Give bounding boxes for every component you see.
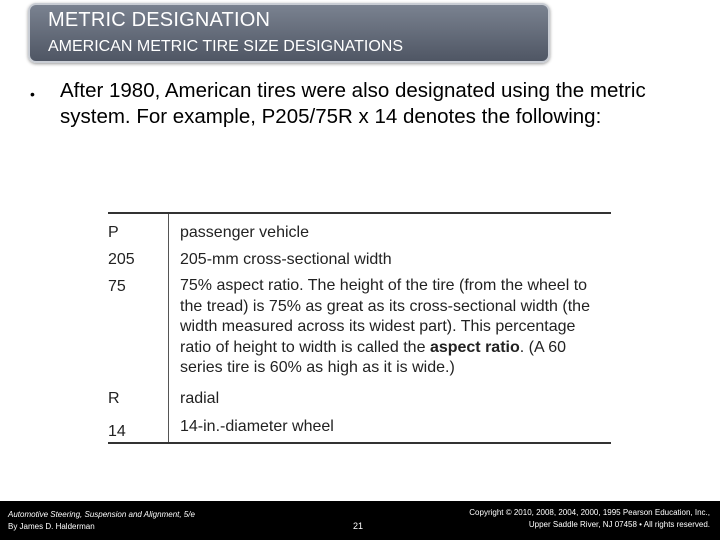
table-code-p: P — [108, 224, 119, 241]
table-desc-14: 14-in.-diameter wheel — [180, 418, 334, 435]
footer-page-number: 21 — [353, 521, 364, 531]
table-code-205: 205 — [108, 251, 135, 268]
table-desc-75-text: 75% aspect ratio. The height of the tire (from the wheel to the tread) is 75% as great as its cross-sectional width (the width measured across its widest part). This percentage ratio of height to width is called the — [180, 277, 590, 356]
footer-author: By James D. Halderman — [8, 522, 95, 531]
table-desc-75-bold: aspect ratio — [429, 338, 520, 356]
table-desc-75-tail: . (A 60 series tire is 60% as high as it is wide.) — [180, 338, 566, 376]
footer-copyright-line2: Upper Saddle River, NJ 07458 • All rights reserved. — [528, 520, 710, 529]
table-code-r: R — [108, 390, 120, 407]
table-code-14: 14 — [108, 423, 126, 440]
bullet-marker: • — [30, 86, 35, 102]
table-desc-r: radial — [180, 390, 220, 407]
footer-copyright — [469, 507, 710, 531]
footer-bar — [0, 501, 720, 540]
table-divider — [168, 214, 169, 442]
designation-table — [108, 212, 611, 444]
slide-title: METRIC DESIGNATION — [48, 9, 271, 31]
table-desc-75 — [180, 276, 605, 379]
body-paragraph: After 1980, American tires were also designated using the metric system. For example, P205/75R x 14 denotes the following: — [60, 79, 646, 128]
footer-book-title: Automotive Steering, Suspension and Alignment, 5/e — [8, 510, 195, 519]
table-code-75: 75 — [108, 278, 126, 295]
slide-subtitle: AMERICAN METRIC TIRE SIZE DESIGNATIONS — [48, 38, 403, 55]
footer-copyright-line1: Copyright © 2010, 2008, 2004, 2000, 1995 Pearson Education, Inc., — [469, 508, 710, 517]
table-desc-205: 205-mm cross-sectional width — [180, 251, 392, 268]
table-desc-p: passenger vehicle — [180, 224, 309, 241]
